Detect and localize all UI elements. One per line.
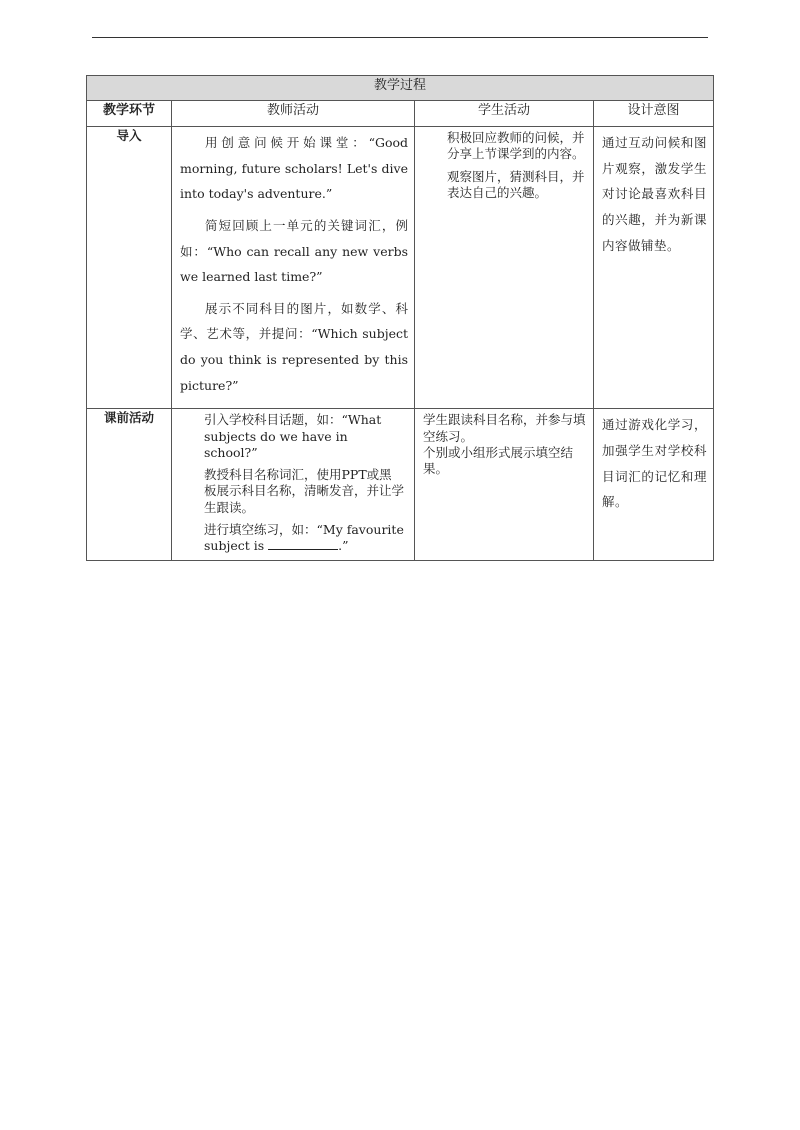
table-row: [87, 409, 714, 561]
header-student-activity: 学生活动: [415, 101, 594, 127]
teacher-activity-text: 教授科目名称词汇，使用PPT或黑板展示科目名称，清晰发音，并让学生跟读。: [204, 467, 405, 515]
design-intent-cell: [594, 127, 714, 409]
design-intent-text: 通过互动问候和图片观察，激发学生对讨论最喜欢科目的兴趣，并为新课内容做铺垫。: [602, 135, 708, 253]
teacher-activity-fill-in: [204, 522, 404, 555]
student-activity-text: 个别或小组形式展示填空结果。: [423, 444, 574, 476]
fill-in-blank: [268, 539, 338, 550]
teacher-activity-text: 用创意问候开始课堂：“Good morning, future scholars! Let's dive into today's adventure.”: [180, 135, 408, 202]
teacher-activity-cell: [172, 127, 415, 409]
teacher-activity-text: 展示不同科目的图片，如数学、科学、艺术等，并提问：“Which subject do you think is represented by this picture?”: [180, 300, 408, 393]
table-row: [87, 127, 714, 409]
design-intent-text: 通过游戏化学习，加强学生对学校科目词汇的记忆和理解。: [602, 417, 708, 510]
stage-cell: 课前活动: [87, 409, 172, 561]
student-activity-cell: [415, 127, 594, 409]
header-design-intent: 设计意图: [594, 101, 714, 127]
header-stage: 教学环节: [87, 101, 172, 127]
teaching-process-table: [86, 75, 714, 561]
fill-in-closing: .”: [338, 538, 349, 553]
student-activity-text: 观察图片，猜测科目，并表达自己的兴趣。: [447, 168, 585, 200]
table-title-row: [87, 76, 714, 101]
stage-cell: 导入: [87, 127, 172, 409]
teacher-activity-text: 引入学校科目话题，如：“What subjects do we have in school?”: [204, 412, 382, 460]
fill-in-prompt: 进行填空练习，如：“My favourite subject is: [204, 521, 404, 553]
table-title: 教学过程: [87, 76, 714, 101]
student-activity-text: 学生跟读科目名称，并参与填空练习。: [423, 412, 586, 444]
header-teacher-activity: 教师活动: [172, 101, 415, 127]
table-header-row: [87, 101, 714, 127]
header-rule: [92, 37, 708, 38]
teacher-activity-cell: [172, 409, 415, 561]
student-activity-cell: [415, 409, 594, 561]
student-activity-text: 积极回应教师的问候，并分享上节课学到的内容。: [447, 130, 585, 162]
design-intent-cell: [594, 409, 714, 561]
teacher-activity-text: 简短回顾上一单元的关键词汇，例如：“Who can recall any new verbs we learned last time?”: [180, 217, 408, 285]
